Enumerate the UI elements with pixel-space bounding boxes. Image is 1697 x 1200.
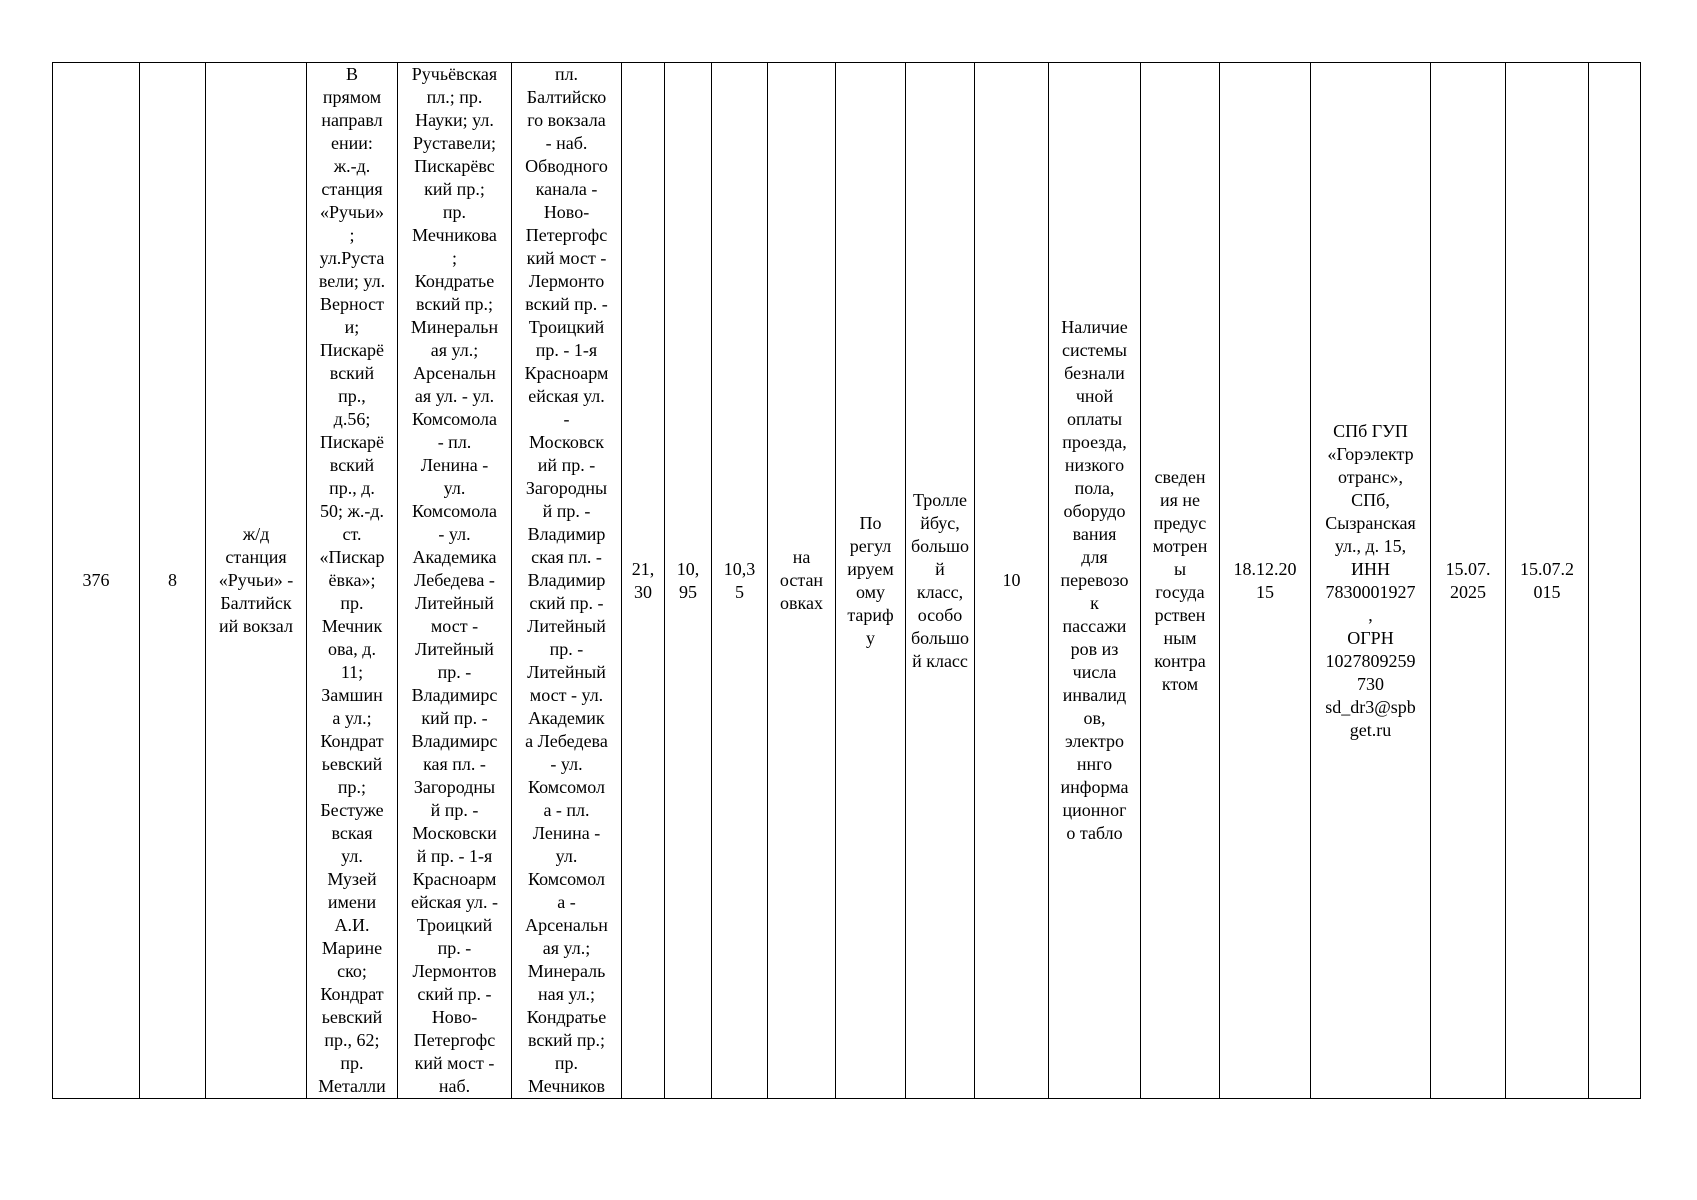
stops-cell [307,63,398,1099]
streets-reverse-text: пл. Балтийско го вокзала - наб. Обводного канала - Ново- Петергофс кий мост - Лермонто вский пр. - Троицкий пр. - 1-я Красноарм ейская ул. - Московск ий пр. - Загородны й пр. - Владимир ская пл. - Владимир ский пр. - Литейный пр. - Литейный мост - ул. Академик а Лебедева - ул. Комсомол а - пл. Ленина - ул. Комсомол а - Арсенальн ая ул.; Минераль ная ул.; Кондратье вский пр.; пр. Мечников [524,64,609,1096]
extra-cell [1589,63,1641,1099]
vehicle-count-cell: 10 [975,63,1049,1099]
length-reverse-cell: 10, 95 [665,63,712,1099]
vehicle-type-cell: Тролле йбус, большо й класс, особо большо й класс [906,63,975,1099]
streets-forward-text: Ручьёвская пл.; пр. Науки; ул. Руставели; Пискарёвс кий пр.; пр. Мечникова ; Кондратье вский пр.; Минеральн ая ул.; Арсенальн ая ул. - ул. Комсомола - пл. Ленина - ул. Комсомола - ул. Академика Лебедева - Литейный мост - Литейный пр. - Владимирс кий пр. - Владимирс кая пл. - Загородны й пр. - Московски й пр. - 1-я Красноарм ейская ул. - Троицкий пр. - Лермонтов ский пр. - Ново- Петергофс кий мост - наб. [410,64,499,1096]
date-a-cell: 15.07. 2025 [1431,63,1506,1099]
table-row [53,63,1641,1099]
streets-forward-cell [398,63,512,1099]
stop-mode-cell: на остан овках [768,63,836,1099]
stops-text: В прямом направл ении: ж.-д. станция «Ручьи» ; ул.Руста вели; ул. Верност и; Пискарё вский пр., д.56; Пискарё вский пр., д. 50; ж.-д. ст. «Пискар ёвка»; пр. Мечник ова, д. 11; Замшин а ул.; Кондрат ьевский пр.; Бестуже вская ул. Музей имени А.И. Марине ско; Кондрат ьевский пр., 62; пр. Металли [318,64,386,1096]
route-number-cell: 8 [140,63,206,1099]
carrier-cell: СПб ГУП «Горэлектр отранс», СПб, Сызранская ул., д. 15, ИНН 7830001927 , ОГРН 1027809259 730 sd_dr3@spb get.ru [1311,63,1431,1099]
date-b-cell: 15.07.2 015 [1506,63,1589,1099]
route-registry-table [52,62,1641,1099]
vehicle-characteristics-cell: Наличие системы безнали чной оплаты проезда, низкого пола, оборудо вания для перевозо к пассажи ров из числа инвалид ов, электро ннго информа ционног о табло [1049,63,1141,1099]
length-forward-cell: 21, 30 [622,63,665,1099]
registration-number-cell: 376 [53,63,140,1099]
route-name-cell: ж/д станция «Ручьи» - Балтийск ий вокзал [206,63,307,1099]
streets-reverse-cell [512,63,622,1099]
length-other-cell: 10,3 5 [712,63,768,1099]
contract-cell: сведен ия не предус мотрен ы госуда рствен ным контра ктом [1141,63,1220,1099]
tariff-cell: По регул ируем ому тариф у [836,63,906,1099]
start-date-cell: 18.12.20 15 [1220,63,1311,1099]
